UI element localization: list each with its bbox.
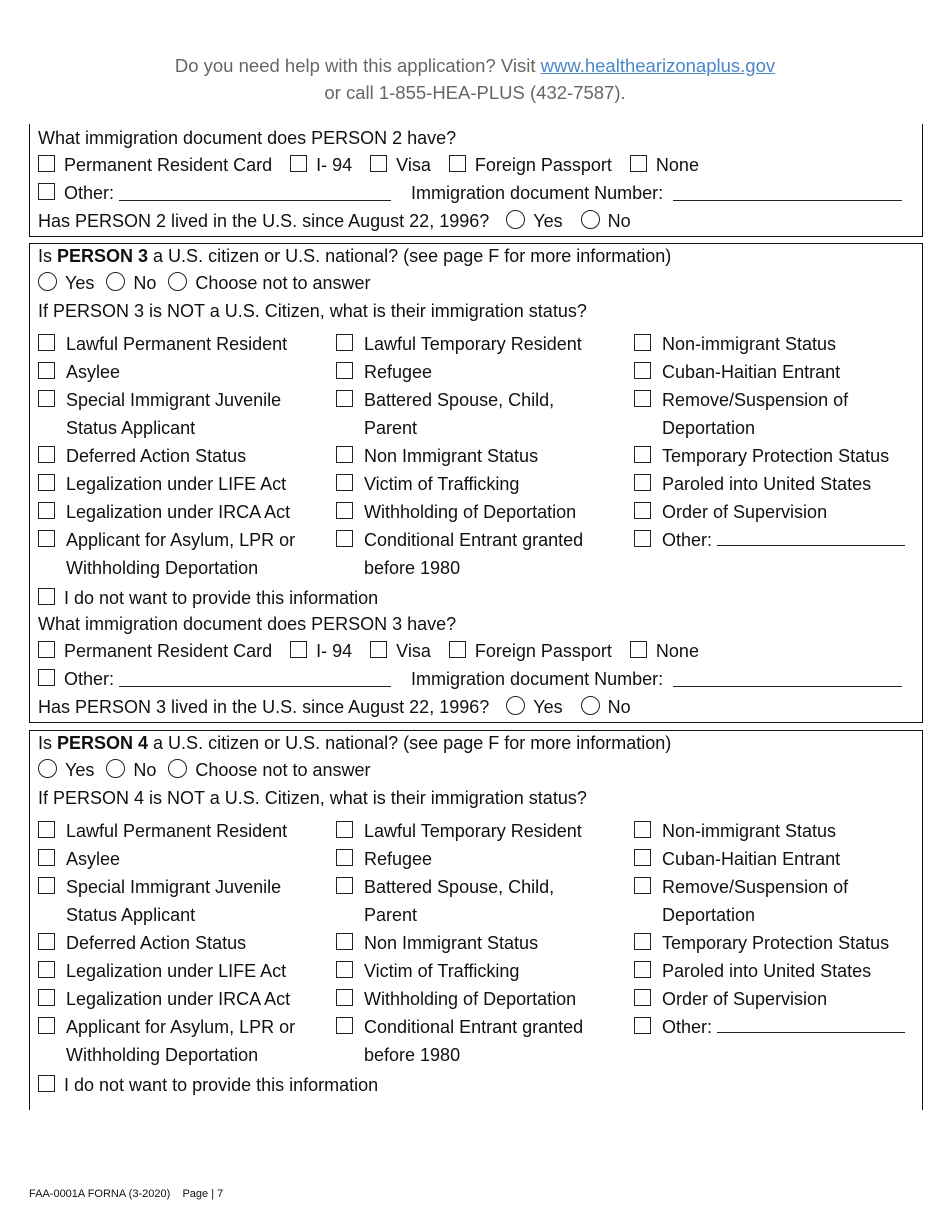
- checkbox[interactable]: [634, 1017, 651, 1034]
- status-option[interactable]: [336, 845, 626, 873]
- radio-label: No: [607, 211, 631, 231]
- answer-yes[interactable]: [38, 760, 94, 781]
- person2-doc-question: What immigration document does PERSON 2 have?: [38, 128, 457, 148]
- status-option[interactable]: [38, 845, 328, 873]
- status-option[interactable]: [38, 985, 328, 1013]
- checkbox[interactable]: [336, 334, 353, 351]
- option-label: I do not want to provide this information: [64, 588, 379, 608]
- option-label: Foreign Passport: [474, 641, 612, 661]
- checkbox[interactable]: [38, 362, 55, 379]
- checkbox[interactable]: [38, 849, 55, 866]
- option-label: Special Immigrant Juvenile Status Applicant: [66, 877, 282, 925]
- radio[interactable]: [106, 759, 125, 778]
- checkbox[interactable]: [38, 530, 55, 547]
- person2-other-row: [38, 183, 902, 204]
- person3-lived-row: [38, 697, 643, 718]
- person3-doc-question: What immigration document does PERSON 3 have?: [38, 614, 457, 634]
- status-option[interactable]: [634, 817, 914, 845]
- person4-status-question: If PERSON 4 is NOT a U.S. Citizen, what is their immigration status?: [38, 788, 587, 808]
- other-wrap: [634, 1013, 914, 1041]
- other-input[interactable]: [119, 186, 391, 201]
- option-label: Visa: [396, 641, 431, 661]
- status-option[interactable]: [634, 470, 914, 498]
- person3-doc-option[interactable]: [630, 641, 699, 662]
- status-option[interactable]: [336, 470, 626, 498]
- checkbox[interactable]: [38, 669, 55, 686]
- status-option-other[interactable]: [634, 526, 914, 554]
- person2-doc-option[interactable]: [38, 155, 272, 176]
- checkbox[interactable]: [290, 641, 307, 658]
- option-label: Refugee: [364, 849, 433, 869]
- option-label: Non-immigrant Status: [662, 821, 837, 841]
- help-header: [0, 52, 950, 106]
- person3-doc-option[interactable]: [370, 641, 431, 662]
- answer-yes[interactable]: [38, 273, 94, 294]
- status-option[interactable]: [336, 985, 626, 1013]
- lived-yes[interactable]: [506, 697, 562, 718]
- checkbox[interactable]: [336, 849, 353, 866]
- lived-no[interactable]: [581, 697, 631, 718]
- status-option[interactable]: [634, 845, 914, 873]
- option-label: Paroled into United States: [662, 474, 872, 494]
- option-label: Conditional Entrant granted before 1980: [364, 530, 584, 578]
- checkbox[interactable]: [634, 849, 651, 866]
- option-label: Lawful Permanent Resident: [66, 821, 288, 841]
- status-option[interactable]: [38, 817, 328, 845]
- other-input[interactable]: [119, 672, 391, 687]
- other-label: Other:: [64, 669, 115, 689]
- option-label: Conditional Entrant granted before 1980: [364, 1017, 584, 1065]
- person3-doc-option[interactable]: [449, 641, 612, 662]
- lived-yes[interactable]: [506, 211, 562, 232]
- person3-doc-options: [38, 641, 717, 662]
- checkbox[interactable]: [38, 502, 55, 519]
- checkbox[interactable]: [336, 961, 353, 978]
- option-label: Victim of Trafficking: [364, 474, 520, 494]
- option-label: Legalization under LIFE Act: [66, 474, 287, 494]
- q-prefix: Is: [38, 733, 58, 753]
- status-option[interactable]: [634, 985, 914, 1013]
- option-label: Other:: [662, 530, 713, 550]
- checkbox[interactable]: [370, 155, 387, 172]
- checkbox[interactable]: [336, 877, 353, 894]
- radio[interactable]: [581, 696, 600, 715]
- person2-doc-option[interactable]: [370, 155, 431, 176]
- radio-label: Choose not to answer: [195, 273, 371, 293]
- help-link[interactable]: www.healthearizonaplus.gov: [540, 55, 776, 76]
- option-label: Permanent Resident Card: [64, 641, 273, 661]
- checkbox[interactable]: [38, 821, 55, 838]
- checkbox[interactable]: [336, 989, 353, 1006]
- checkbox[interactable]: [634, 821, 651, 838]
- person3-doc-option[interactable]: [290, 641, 352, 662]
- option-label: Visa: [396, 155, 431, 175]
- other-input[interactable]: [717, 531, 905, 546]
- option-label: Withholding of Deportation: [364, 989, 577, 1009]
- radio-label: Yes: [65, 760, 95, 780]
- option-label: Asylee: [66, 362, 121, 382]
- other-label: Other:: [64, 183, 115, 203]
- status-option-other[interactable]: [634, 1013, 914, 1041]
- radio[interactable]: [38, 759, 57, 778]
- radio[interactable]: [168, 272, 187, 291]
- status-option[interactable]: [634, 330, 914, 358]
- doc-number-input[interactable]: [673, 672, 902, 687]
- checkbox[interactable]: [634, 933, 651, 950]
- person4-decline[interactable]: [38, 1075, 378, 1096]
- option-label: Foreign Passport: [474, 155, 612, 175]
- status-option[interactable]: [336, 1013, 606, 1069]
- status-option[interactable]: [336, 358, 626, 386]
- q-prefix: Is: [38, 246, 58, 266]
- option-label: Remove/Suspension of Deportation: [662, 877, 849, 925]
- option-label: Temporary Protection Status: [662, 446, 890, 466]
- help-prefix: Do you need help with this application? Visit: [174, 55, 541, 76]
- option-label: I- 94: [316, 155, 353, 175]
- option-label: Applicant for Asylum, LPR or Withholding Deportation: [66, 530, 296, 578]
- lived-no[interactable]: [581, 211, 631, 232]
- checkbox[interactable]: [634, 961, 651, 978]
- status-option[interactable]: [634, 929, 919, 957]
- checkbox[interactable]: [336, 446, 353, 463]
- status-option[interactable]: [336, 330, 626, 358]
- status-option[interactable]: [38, 1013, 328, 1069]
- radio-label: No: [133, 760, 157, 780]
- doc-number-label: Immigration document Number:: [411, 183, 664, 203]
- option-label: Order of Supervision: [662, 989, 828, 1009]
- person2-doc-option[interactable]: [449, 155, 612, 176]
- option-label: Other:: [662, 1017, 713, 1037]
- status-option[interactable]: [336, 498, 626, 526]
- option-label: Deferred Action Status: [66, 446, 247, 466]
- option-label: Legalization under IRCA Act: [66, 502, 291, 522]
- option-label: Battered Spouse, Child, Parent: [364, 877, 555, 925]
- checkbox[interactable]: [38, 641, 55, 658]
- person2-doc-option[interactable]: [290, 155, 352, 176]
- option-label: Lawful Permanent Resident: [66, 334, 288, 354]
- checkbox[interactable]: [38, 390, 55, 407]
- radio-label: Yes: [65, 273, 95, 293]
- person3-decline[interactable]: [38, 588, 378, 609]
- checkbox[interactable]: [634, 446, 651, 463]
- checkbox[interactable]: [38, 1017, 55, 1034]
- checkbox[interactable]: [336, 821, 353, 838]
- option-label: Non-immigrant Status: [662, 334, 837, 354]
- radio-label: No: [133, 273, 157, 293]
- checkbox[interactable]: [38, 474, 55, 491]
- status-option[interactable]: [336, 526, 606, 582]
- option-label: Temporary Protection Status: [662, 933, 890, 953]
- status-option[interactable]: [336, 442, 626, 470]
- status-option[interactable]: [38, 929, 328, 957]
- person3-citizen-answers: [38, 273, 383, 294]
- checkbox[interactable]: [38, 155, 55, 172]
- answer-decline[interactable]: [168, 273, 370, 294]
- checkbox[interactable]: [336, 390, 353, 407]
- option-label: Legalization under IRCA Act: [66, 989, 291, 1009]
- person4-citizen-answers: [38, 760, 383, 781]
- person3-status-question: If PERSON 3 is NOT a U.S. Citizen, what is their immigration status?: [38, 301, 587, 321]
- option-label: Permanent Resident Card: [64, 155, 273, 175]
- option-label: Non Immigrant Status: [364, 446, 539, 466]
- checkbox[interactable]: [634, 877, 651, 894]
- radio[interactable]: [506, 696, 525, 715]
- status-option[interactable]: [634, 386, 874, 442]
- lived-question: Has PERSON 2 lived in the U.S. since August 22, 1996?: [38, 211, 490, 231]
- option-label: Non Immigrant Status: [364, 933, 539, 953]
- checkbox[interactable]: [336, 502, 353, 519]
- checkbox[interactable]: [336, 530, 353, 547]
- checkbox[interactable]: [336, 1017, 353, 1034]
- checkbox[interactable]: [634, 334, 651, 351]
- status-option[interactable]: [38, 330, 328, 358]
- doc-number-input[interactable]: [673, 186, 902, 201]
- status-option[interactable]: [38, 526, 328, 582]
- checkbox[interactable]: [634, 390, 651, 407]
- checkbox[interactable]: [38, 1075, 55, 1092]
- status-option[interactable]: [38, 442, 328, 470]
- other-input[interactable]: [717, 1018, 905, 1033]
- help-line: [0, 52, 950, 79]
- status-option[interactable]: [336, 957, 626, 985]
- radio-label: Yes: [533, 697, 563, 717]
- doc-number-label: Immigration document Number:: [411, 669, 664, 689]
- option-label: Lawful Temporary Resident: [364, 821, 582, 841]
- person2-lived-row: [38, 211, 643, 232]
- status-option[interactable]: [634, 873, 874, 929]
- person2-doc-options: [38, 155, 717, 176]
- radio[interactable]: [168, 759, 187, 778]
- status-option[interactable]: [336, 386, 571, 442]
- option-label: None: [655, 155, 699, 175]
- radio[interactable]: [506, 210, 525, 229]
- option-label: Remove/Suspension of Deportation: [662, 390, 849, 438]
- checkbox[interactable]: [38, 877, 55, 894]
- checkbox[interactable]: [634, 362, 651, 379]
- checkbox[interactable]: [449, 641, 466, 658]
- checkbox[interactable]: [290, 155, 307, 172]
- lived-question: Has PERSON 3 lived in the U.S. since August 22, 1996?: [38, 697, 490, 717]
- person3-other-row: [38, 669, 902, 690]
- radio[interactable]: [106, 272, 125, 291]
- other-wrap: [634, 526, 914, 554]
- checkbox[interactable]: [38, 334, 55, 351]
- radio-label: Yes: [533, 211, 563, 231]
- option-label: Refugee: [364, 362, 433, 382]
- checkbox[interactable]: [38, 989, 55, 1006]
- person3-citizen-question: [38, 246, 671, 267]
- radio-label: No: [607, 697, 631, 717]
- checkbox[interactable]: [634, 474, 651, 491]
- status-option[interactable]: [634, 498, 914, 526]
- option-label: Withholding of Deportation: [364, 502, 577, 522]
- checkbox[interactable]: [38, 933, 55, 950]
- option-label: Special Immigrant Juvenile Status Applicant: [66, 390, 282, 438]
- status-option[interactable]: [634, 442, 919, 470]
- q-rest: a U.S. citizen or U.S. national? (see page F for more information): [148, 246, 672, 266]
- status-option[interactable]: [336, 873, 571, 929]
- checkbox[interactable]: [38, 183, 55, 200]
- person-name: PERSON 4: [57, 733, 149, 753]
- checkbox[interactable]: [630, 641, 647, 658]
- page-footer: FAA-0001A FORNA (3-2020) Page | 7: [29, 1188, 224, 1200]
- answer-no[interactable]: [106, 273, 156, 294]
- option-label: Lawful Temporary Resident: [364, 334, 582, 354]
- option-label: None: [655, 641, 699, 661]
- checkbox[interactable]: [634, 989, 651, 1006]
- answer-decline[interactable]: [168, 760, 370, 781]
- checkbox[interactable]: [336, 474, 353, 491]
- option-label: Asylee: [66, 849, 121, 869]
- status-option[interactable]: [38, 470, 328, 498]
- option-label: I do not want to provide this information: [64, 1075, 379, 1095]
- checkbox[interactable]: [634, 530, 651, 547]
- person2-doc-option[interactable]: [630, 155, 699, 176]
- checkbox[interactable]: [370, 641, 387, 658]
- option-label: Order of Supervision: [662, 502, 828, 522]
- checkbox[interactable]: [336, 933, 353, 950]
- checkbox[interactable]: [38, 588, 55, 605]
- radio-label: Choose not to answer: [195, 760, 371, 780]
- option-label: Applicant for Asylum, LPR or Withholding Deportation: [66, 1017, 296, 1065]
- option-label: I- 94: [316, 641, 353, 661]
- option-label: Paroled into United States: [662, 961, 872, 981]
- person4-citizen-question: [38, 733, 671, 754]
- checkbox[interactable]: [449, 155, 466, 172]
- status-option[interactable]: [336, 817, 626, 845]
- status-option[interactable]: [336, 929, 626, 957]
- option-label: Victim of Trafficking: [364, 961, 520, 981]
- radio[interactable]: [38, 272, 57, 291]
- option-label: Cuban-Haitian Entrant: [662, 849, 841, 869]
- answer-no[interactable]: [106, 760, 156, 781]
- option-label: Deferred Action Status: [66, 933, 247, 953]
- person3-doc-option[interactable]: [38, 641, 272, 662]
- status-option[interactable]: [38, 498, 328, 526]
- q-rest: a U.S. citizen or U.S. national? (see page F for more information): [148, 733, 672, 753]
- status-option[interactable]: [634, 358, 914, 386]
- checkbox[interactable]: [630, 155, 647, 172]
- checkbox[interactable]: [38, 961, 55, 978]
- option-label: Legalization under LIFE Act: [66, 961, 287, 981]
- status-option[interactable]: [38, 873, 288, 929]
- radio[interactable]: [581, 210, 600, 229]
- status-option[interactable]: [38, 358, 328, 386]
- status-option[interactable]: [38, 386, 288, 442]
- checkbox[interactable]: [38, 446, 55, 463]
- help-call: or call 1-855-HEA-PLUS (432-7587).: [324, 82, 626, 103]
- status-option[interactable]: [634, 957, 914, 985]
- person-name: PERSON 3: [57, 246, 149, 266]
- checkbox[interactable]: [336, 362, 353, 379]
- option-label: Cuban-Haitian Entrant: [662, 362, 841, 382]
- option-label: Battered Spouse, Child, Parent: [364, 390, 555, 438]
- checkbox[interactable]: [634, 502, 651, 519]
- status-option[interactable]: [38, 957, 328, 985]
